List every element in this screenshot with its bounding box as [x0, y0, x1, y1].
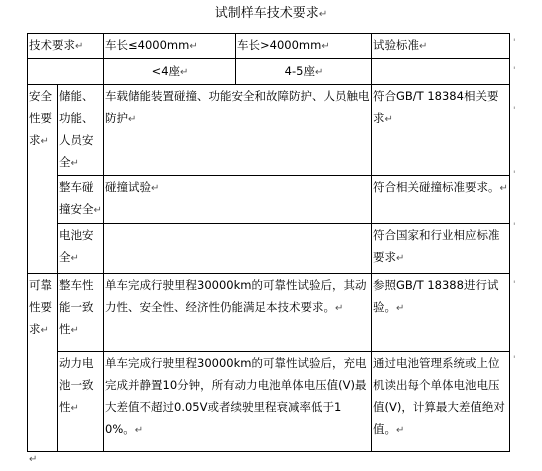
row-end-mark: ' [513, 355, 516, 365]
table-row [28, 224, 510, 274]
header-length-le-4000: 车长≤4000mm↵ [104, 34, 236, 59]
row-end-mark: ' [513, 106, 516, 116]
standard-gb-18388: 参照GB/T 18388进行试验。↵ [372, 274, 510, 352]
subheader-empty-cell [28, 59, 104, 85]
requirement-storage-safety: 车载储能装置碰撞、功能安全和故障防护、人员触电防护↵ [104, 85, 372, 176]
table-subheader-row [28, 59, 510, 85]
technical-requirements-table [27, 33, 510, 452]
subheader-seats-lt-4: <4座↵ [104, 59, 236, 85]
header-test-standard: 试验标准↵ [372, 34, 510, 59]
requirement-crash-test: 碰撞试验↵ [104, 176, 372, 224]
header-length-gt-4000: 车长>4000mm↵ [236, 34, 372, 59]
subheader-seats-4-5: 4-5座↵ [236, 59, 372, 85]
item-vehicle-performance-consistency: 整车性能一致性↵ [58, 274, 104, 352]
standard-crash-standards: 符合相关碰撞标准要求。↵ [372, 176, 510, 224]
row-end-mark: ' [513, 66, 516, 76]
row-end-mark: ' [513, 280, 516, 290]
row-end-mark: ' [513, 38, 516, 48]
table-row [28, 274, 510, 352]
document-end-mark: ↵ [29, 454, 38, 465]
document-title: 试制样车技术要求↵ [214, 6, 328, 21]
standard-gb-18384: 符合GB/T 18384相关要求↵ [372, 85, 510, 176]
table-row [28, 85, 510, 176]
category-reliability-requirements: 可靠性要求↵ [28, 274, 58, 452]
category-safety-requirements: 安全性要求↵ [28, 85, 58, 274]
row-end-mark: ' [513, 170, 516, 180]
item-vehicle-crash-safety: 整车碰撞安全↵ [58, 176, 104, 224]
header-technical-requirements: 技术要求↵ [28, 34, 104, 59]
row-end-mark: ' [513, 222, 516, 232]
subheader-standard-empty [372, 59, 510, 85]
requirement-battery-safety-empty [104, 224, 372, 274]
standard-bms-voltage-readout: 通过电池管理系统或上位机读出每个单体电池电压值(V)，计算最大差值绝对值。↵ [372, 352, 510, 452]
table-row [28, 176, 510, 224]
table-header-row [28, 34, 510, 59]
requirement-battery-voltage-deviation: 单车完成行驶里程30000km的可靠性试验后，充电完成并静置10分钟，所有动力电池单体电压值(V)最大差值不超过0.05V或者续驶里程衰减率低于10%。↵ [104, 352, 372, 452]
item-storage-function-personnel-safety: 储能、功能、人员安全↵ [58, 85, 104, 176]
standard-national-industry: 符合国家和行业相应标准要求↵ [372, 224, 510, 274]
requirement-reliability-30000km: 单车完成行驶里程30000km的可靠性试验后，其动力性、安全性、经济性仍能满足本技术要求。↵ [104, 274, 372, 352]
table-row [28, 352, 510, 452]
item-battery-safety: 电池安全↵ [58, 224, 104, 274]
item-battery-consistency: 动力电池一致性↵ [58, 352, 104, 452]
